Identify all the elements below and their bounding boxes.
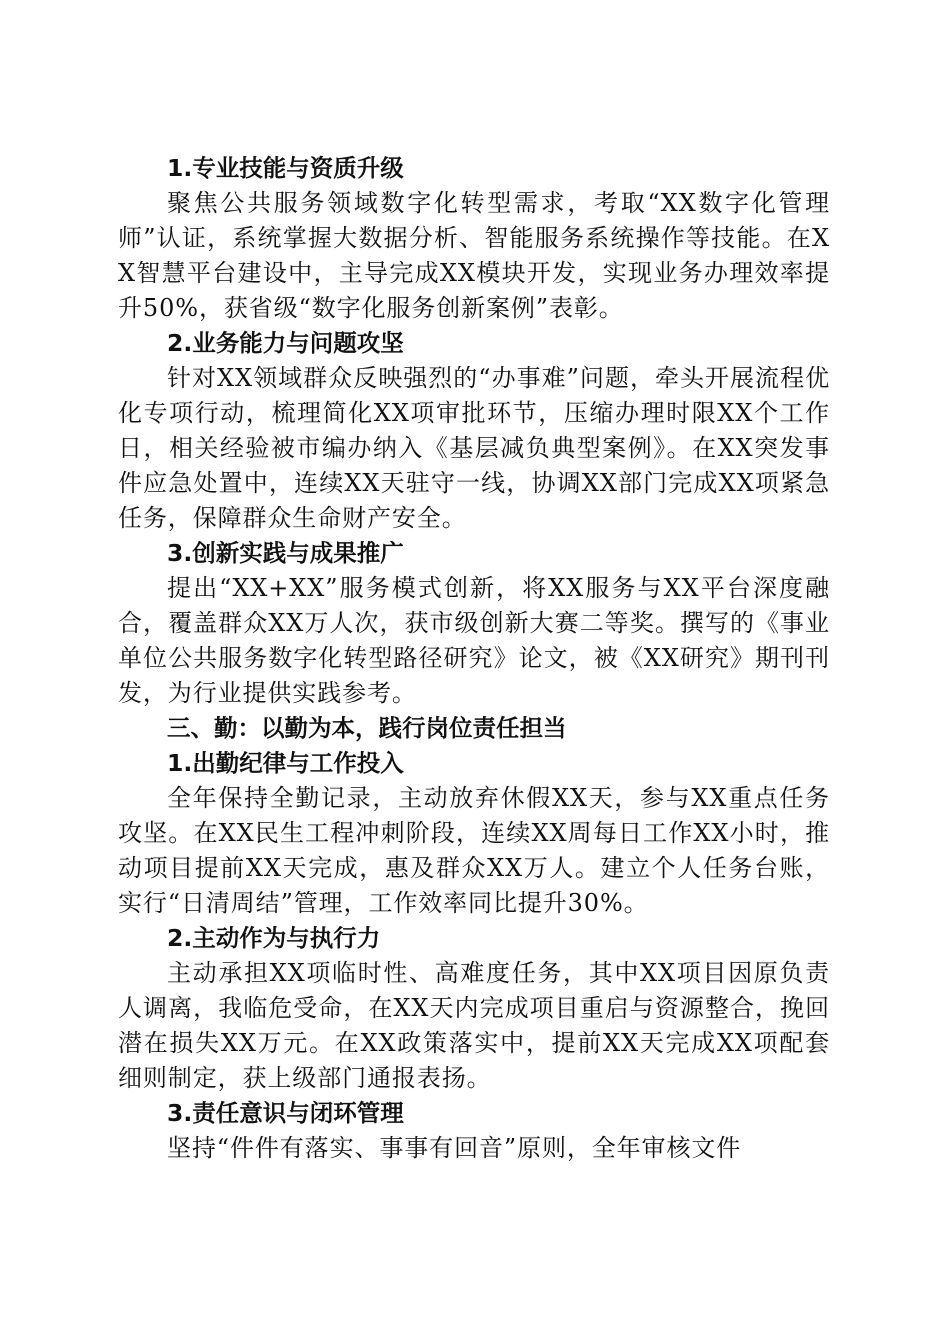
section-heading-business: 2.业务能力与问题攻坚 — [167, 329, 404, 357]
paragraph-attendance: 全年保持全勤记录，主动放弃休假XX天，参与XX重点任务攻坚。在XX民生工程冲刺阶段，连续XX周每日工作XX小时，推动项目提前XX天完成，惠及群众XX万人。建立个人任务台账，实行“日清周结”管理，工作效率同比提升30%。 — [118, 784, 830, 917]
section-heading-skills: 1.专业技能与资质升级 — [167, 154, 404, 182]
paragraph-innovation: 提出“XX+XX”服务模式创新，将XX服务与XX平台深度融合，覆盖群众XX万人次，获市级创新大赛二等奖。撰写的《事业单位公共服务数字化转型路径研究》论文，被《XX研究》期刊刊发，为行业提供实践参考。 — [118, 574, 830, 707]
section-heading-responsibility: 3.责任意识与闭环管理 — [167, 1099, 404, 1127]
document-body — [118, 151, 830, 1166]
paragraph-business: 针对XX领域群众反映强烈的“办事难”问题，牵头开展流程优化专项行动，梳理简化XX项审批环节，压缩办理时限XX个工作日，相关经验被市编办纳入《基层减负典型案例》。在XX突发事件应急处置中，连续XX天驻守一线，协调XX部门完成XX项紧急任务，保障群众生命财产安全。 — [118, 364, 830, 532]
paragraph-responsibility: 坚持“件件有落实、事事有回音”原则，全年审核文件 — [167, 1134, 742, 1162]
chapter-heading-diligence: 三、勤：以勤为本，践行岗位责任担当 — [167, 714, 567, 742]
section-heading-attendance: 1.出勤纪律与工作投入 — [167, 749, 404, 777]
paragraph-skills: 聚焦公共服务领域数字化转型需求，考取“XX数字化管理师”认证，系统掌握大数据分析、智能服务系统操作等技能。在XX智慧平台建设中，主导完成XX模块开发，实现业务办理效率提升50%，获省级“数字化服务创新案例”表彰。 — [118, 189, 830, 322]
paragraph-initiative: 主动承担XX项临时性、高难度任务，其中XX项目因原负责人调离，我临危受命，在XX天内完成项目重启与资源整合，挽回潜在损失XX万元。在XX政策落实中，提前XX天完成XX项配套细则制定，获上级部门通报表扬。 — [118, 959, 830, 1092]
section-heading-initiative: 2.主动作为与执行力 — [167, 924, 381, 952]
section-heading-innovation: 3.创新实践与成果推广 — [167, 539, 404, 567]
